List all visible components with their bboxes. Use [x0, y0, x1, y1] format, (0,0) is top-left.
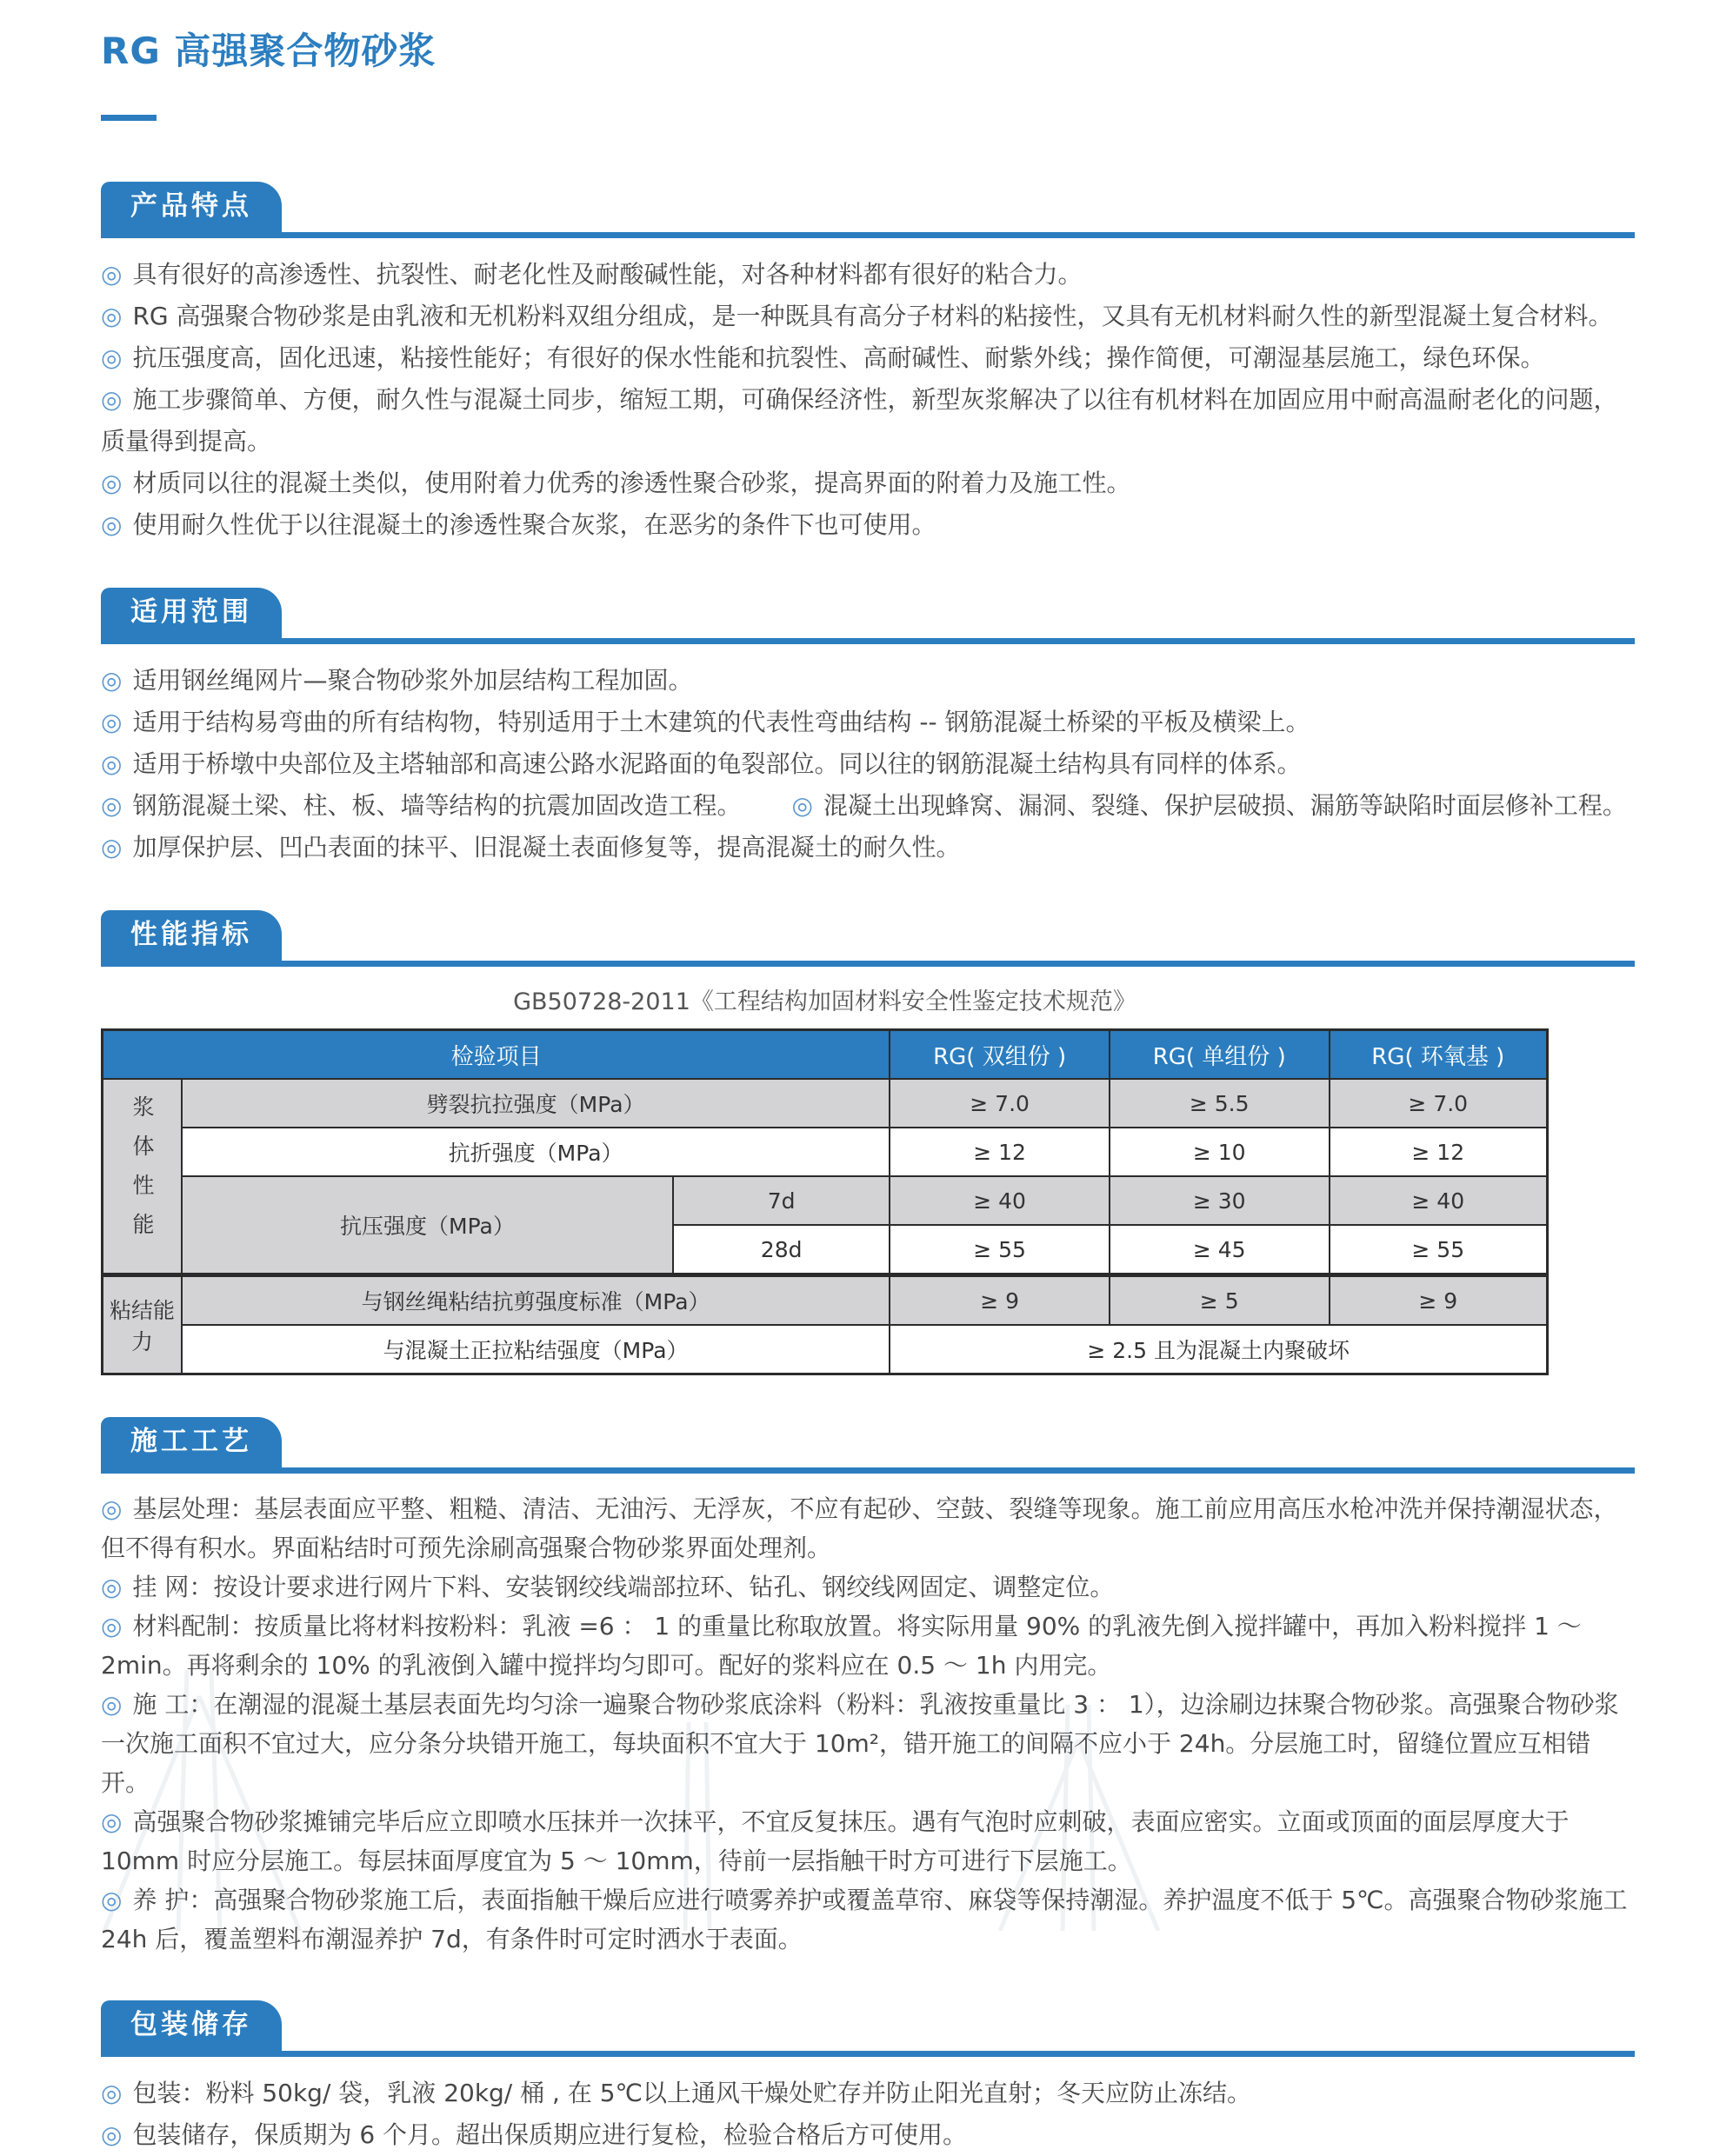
bullet-icon: ◎ [101, 469, 123, 497]
value-cell: ≥ 40 [1330, 1176, 1548, 1225]
feature-item [101, 296, 1635, 337]
bullet-icon: ◎ [791, 791, 813, 820]
scope-item [101, 660, 1635, 702]
table-row [103, 1325, 1548, 1374]
bullet-icon: ◎ [101, 1690, 123, 1719]
section-scope-header [101, 588, 1635, 644]
feature-item-text: 具有很好的高渗透性、抗裂性、耐老化性及耐酸碱性能，对各种材料都有很好的粘合力。 [132, 260, 1083, 289]
features-badge: 产品特点 [101, 182, 282, 232]
bullet-icon: ◎ [101, 666, 123, 695]
row-item-label: 抗压强度（MPa） [182, 1176, 673, 1275]
bullet-icon: ◎ [101, 1886, 123, 1914]
section-performance-header [101, 910, 1635, 967]
bullet-icon: ◎ [101, 749, 123, 778]
scope-item-text: 适用于桥墩中央部位及主塔轴部和高速公路水泥路面的龟裂部位。同以往的钢筋混凝土结构具有同样的体系。 [132, 749, 1302, 778]
scope-item-text: 加厚保护层、凹凸表面的抹平、旧混凝土表面修复等，提高混凝土的耐久性。 [132, 833, 961, 862]
section-packaging-header [101, 2000, 1635, 2057]
value-cell: ≥ 30 [1110, 1176, 1330, 1225]
bullet-icon: ◎ [101, 791, 123, 820]
bullet-icon: ◎ [101, 1807, 123, 1836]
packaging-badge: 包装储存 [101, 2000, 282, 2051]
bullet-icon: ◎ [101, 1612, 123, 1640]
process-item-text: 施 工：在潮湿的混凝土基层表面先均匀涂一遍聚合物砂浆底涂料（粉料：乳液按重量比 3 ： 1），边涂刷边抹聚合物砂浆。高强聚合物砂浆一次施工面积不宜过大，应分条分块错开施工，每块面积不宜大于 10m²，错开施工的间隔不应小于 24h。分层施工时，留缝位置应互相错开。 [101, 1690, 1619, 1797]
packaging-item [101, 2114, 1635, 2156]
value-cell: ≥ 10 [1110, 1128, 1330, 1176]
bullet-icon: ◎ [101, 510, 123, 539]
merged-value-cell: ≥ 2.5 且为混凝土内聚破坏 [890, 1325, 1547, 1374]
value-cell: ≥ 55 [1330, 1225, 1548, 1275]
value-cell: ≥ 12 [1330, 1128, 1548, 1176]
value-cell: ≥ 55 [890, 1225, 1110, 1275]
process-item [101, 1607, 1635, 1685]
feature-item [101, 254, 1635, 296]
row-group-label: 浆体性能 [129, 1095, 155, 1252]
bullet-icon: ◎ [101, 2079, 123, 2107]
scope-badge: 适用范围 [101, 588, 282, 638]
feature-item [101, 504, 1635, 546]
process-item [101, 1880, 1635, 1959]
scope-list [101, 660, 1635, 868]
scope-item [101, 827, 1635, 868]
scope-item [101, 702, 1635, 743]
packaging-list [101, 2073, 1635, 2156]
process-item [101, 1685, 1635, 1802]
feature-item-text: RG 高强聚合物砂浆是由乳液和无机粉料双组分组成，是一种既具有高分子材料的粘接性，又具有无机材料耐久性的新型混凝土复合材料。 [132, 302, 1613, 330]
feature-item-text: 抗压强度高，固化迅速，粘接性能好；有很好的保水性能和抗裂性、高耐碱性、耐紫外线；操作简便，可潮湿基层施工，绿色环保。 [132, 343, 1545, 372]
process-item [101, 1567, 1635, 1607]
bullet-icon: ◎ [101, 2120, 123, 2149]
section-process-header [101, 1417, 1635, 1474]
value-cell: ≥ 5.5 [1110, 1079, 1330, 1128]
scope-item-text: 混凝土出现蜂窝、漏洞、裂缝、保护层破损、漏筋等缺陷时面层修补工程。 [823, 791, 1627, 820]
row-group-bond [103, 1275, 182, 1374]
bullet-icon: ◎ [101, 833, 123, 862]
bullet-icon: ◎ [101, 343, 123, 372]
process-item-text: 挂 网：按设计要求进行网片下料、安装钢绞线端部拉环、钻孔、钢绞线网固定、调整定位。 [132, 1573, 1115, 1601]
features-list [101, 254, 1635, 546]
value-cell: ≥ 5 [1110, 1275, 1330, 1326]
col-header-rg-double: RG( 双组份 ) [890, 1030, 1110, 1080]
process-item-text: 高强聚合物砂浆摊铺完毕后应立即喷水压抹并一次抹平，不宜反复抹压。遇有气泡时应刺破，表面应密实。立面或顶面的面层厚度大于 10mm 时应分层施工。每层抹面厚度宜为 5 ～ 10mm，待前一层指触干时方可进行下层施工。 [101, 1807, 1570, 1875]
scope-item-text: 钢筋混凝土梁、柱、板、墙等结构的抗震加固改造工程。 [132, 791, 742, 820]
row-sub-label: 28d [673, 1225, 890, 1275]
feature-item [101, 462, 1635, 504]
feature-item-text: 使用耐久性优于以往混凝土的渗透性聚合灰浆，在恶劣的条件下也可使用。 [132, 510, 936, 539]
bullet-icon: ◎ [101, 302, 123, 330]
title-underline [101, 115, 157, 121]
bullet-icon: ◎ [101, 385, 123, 414]
col-header-rg-single: RG( 单组份 ) [1110, 1030, 1330, 1080]
process-item [101, 1802, 1635, 1880]
value-cell: ≥ 7.0 [890, 1079, 1110, 1128]
process-item-text: 基层处理：基层表面应平整、粗糙、清洁、无油污、无浮灰，不应有起砂、空鼓、裂缝等现象。施工前应用高压水枪冲洗并保持潮湿状态，但不得有积水。界面粘结时可预先涂刷高强聚合物砂浆界面处理剂。 [101, 1494, 1618, 1562]
value-cell: ≥ 45 [1110, 1225, 1330, 1275]
feature-item [101, 337, 1635, 379]
row-sub-label: 7d [673, 1176, 890, 1225]
value-cell: ≥ 40 [890, 1176, 1110, 1225]
value-cell: ≥ 9 [890, 1275, 1110, 1326]
scope-item-text: 适用钢丝绳网片—聚合物砂浆外加层结构工程加固。 [132, 666, 693, 695]
process-item [101, 1489, 1635, 1567]
row-group-slurry [103, 1079, 182, 1275]
table-row [103, 1128, 1548, 1176]
col-header-rg-epoxy: RG( 环氧基 ) [1330, 1030, 1548, 1080]
process-item-text: 养 护：高强聚合物砂浆施工后，表面指触干燥后应进行喷雾养护或覆盖草帘、麻袋等保持潮湿。养护温度不低于 5℃。高强聚合物砂浆施工 24h 后，覆盖塑料布潮湿养护 7d，有条件时可定时洒水于表面。 [101, 1886, 1628, 1953]
performance-badge: 性能指标 [101, 910, 282, 961]
scope-item-text: 适用于结构易弯曲的所有结构物，特别适用于土木建筑的代表性弯曲结构 -- 钢筋混凝土桥梁的平板及横梁上。 [132, 708, 1310, 736]
value-cell: ≥ 12 [890, 1128, 1110, 1176]
bullet-icon: ◎ [101, 260, 123, 289]
value-cell: ≥ 9 [1330, 1275, 1548, 1326]
feature-item-text: 施工步骤简单、方便，耐久性与混凝土同步，缩短工期，可确保经济性，新型灰浆解决了以往有机材料在加固应用中耐高温耐老化的问题，质量得到提高。 [101, 385, 1618, 456]
row-group-label: 粘结能力 [109, 1298, 175, 1354]
table-row [103, 1079, 1548, 1128]
col-header-item: 检验项目 [103, 1030, 890, 1080]
row-item-label: 与混凝土正拉粘结强度（MPa） [182, 1325, 890, 1374]
value-cell: ≥ 7.0 [1330, 1079, 1548, 1128]
table-header-row [103, 1030, 1548, 1080]
packaging-item-text: 包装储存，保质期为 6 个月。超出保质期应进行复检，检验合格后方可使用。 [132, 2120, 968, 2149]
table-row [103, 1275, 1548, 1326]
page-title: RG 高强聚合物砂浆 [101, 30, 437, 72]
table-row [103, 1176, 1548, 1225]
scope-item [101, 743, 1635, 785]
feature-item-text: 材质同以往的混凝土类似，使用附着力优秀的渗透性聚合砂浆，提高界面的附着力及施工性。 [132, 469, 1131, 497]
packaging-item-text: 包装：粉料 50kg/ 袋，乳液 20kg/ 桶 , 在 5℃以上通风干燥处贮存并防止阳光直射；冬天应防止冻结。 [132, 2079, 1252, 2107]
bullet-icon: ◎ [101, 1494, 123, 1523]
process-badge: 施工工艺 [101, 1417, 282, 1467]
table-caption: GB50728-2011《工程结构加固材料安全性鉴定技术规范》 [513, 988, 1136, 1015]
row-item-label: 劈裂抗拉强度（MPa） [182, 1079, 890, 1128]
row-item-label: 抗折强度（MPa） [182, 1128, 890, 1176]
section-features-header [101, 182, 1635, 238]
row-item-label: 与钢丝绳粘结抗剪强度标准（MPa） [182, 1275, 890, 1326]
feature-item [101, 379, 1635, 462]
bullet-icon: ◎ [101, 708, 123, 736]
process-item-text: 材料配制：按质量比将材料按粉料：乳液 =6 ： 1 的重量比称取放置。将实际用量 90% 的乳液先倒入搅拌罐中，再加入粉料搅拌 1 ～ 2min。再将剩余的 10% 的乳液倒入罐中搅拌均匀即可。配好的浆料应在 0.5 ～ 1h 内用完。 [101, 1612, 1582, 1680]
performance-table [101, 1028, 1549, 1375]
scope-item-pair [101, 785, 1635, 827]
packaging-item [101, 2073, 1635, 2114]
bullet-icon: ◎ [101, 1573, 123, 1601]
process-list [101, 1489, 1635, 1959]
